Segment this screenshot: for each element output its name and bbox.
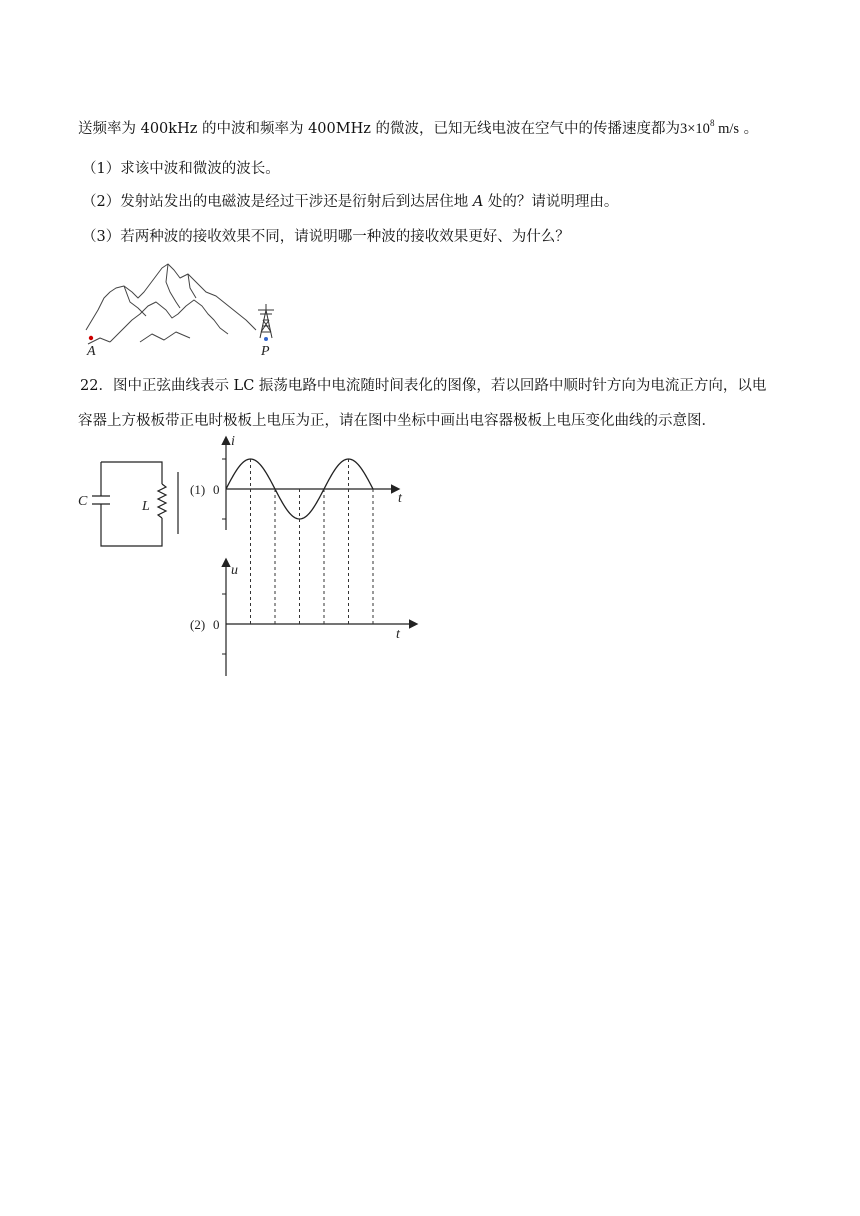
q21-intro-end: 。 xyxy=(739,121,759,137)
q21-intro-text: 送频率为 400kHz 的中波和频率为 400MHz 的微波，已知无线电波在空气中的传播速度都为 xyxy=(78,121,680,137)
graph2-y-label: u xyxy=(231,563,238,578)
q21-speed-unit: m/s xyxy=(714,121,740,137)
q21-intro-line xyxy=(78,117,758,138)
q21-part3: （3）若两种波的接收效果不同，请说明哪一种波的接收效果更好、为什么？ xyxy=(82,229,570,245)
q22-line1: 22．图中正弦曲线表示 LC 振荡电路中电流随时间表化的图像，若以回路中顺时针方向为电流正方向，以电 xyxy=(80,378,767,394)
lc-circuit-diagram xyxy=(74,452,194,556)
q21-speed-exponent: 8 xyxy=(709,118,715,128)
current-voltage-graphs xyxy=(186,432,426,680)
q21-part1: （1）求该中波和微波的波长。 xyxy=(82,161,280,177)
mountain-range-front xyxy=(110,300,228,342)
graph1-origin: 0 xyxy=(213,482,220,497)
graph1-tag: (1) xyxy=(190,482,206,497)
label-c: C xyxy=(78,494,88,509)
mountain-range-back xyxy=(86,264,256,330)
mountain-tower-figure xyxy=(80,258,290,358)
transmitter-tower-icon xyxy=(258,304,274,338)
q21-part2-var: A xyxy=(472,194,484,210)
graph1-y-label: i xyxy=(231,434,235,449)
graph2-x-label: t xyxy=(396,627,400,642)
graph2-origin: 0 xyxy=(213,617,220,632)
mountain-ridge-2 xyxy=(166,264,180,308)
graph1-x-label: t xyxy=(398,491,402,506)
point-p-marker xyxy=(264,337,268,341)
mountain-foothill xyxy=(88,332,190,344)
label-p: P xyxy=(261,344,270,358)
inductor-coil xyxy=(158,484,166,518)
q21-part2-pre: （2）发射站发出的电磁波是经过干涉还是衍射后到达居住地 xyxy=(82,194,473,210)
graph2-tag: (2) xyxy=(190,617,206,632)
label-l: L xyxy=(142,499,150,514)
point-a-marker xyxy=(89,336,93,340)
q21-part2 xyxy=(82,190,618,211)
circuit-wire xyxy=(101,462,162,546)
dashed-guide-lines xyxy=(251,459,374,624)
q22-line2: 容器上方极板带正电时极板上电压为正，请在图中坐标中画出电容器极板上电压变化曲线的示意图． xyxy=(78,413,716,429)
q21-speed-base: 3×10 xyxy=(680,121,710,137)
q21-part2-post: 处的？请说明理由。 xyxy=(483,194,619,210)
label-a: A xyxy=(87,344,96,358)
